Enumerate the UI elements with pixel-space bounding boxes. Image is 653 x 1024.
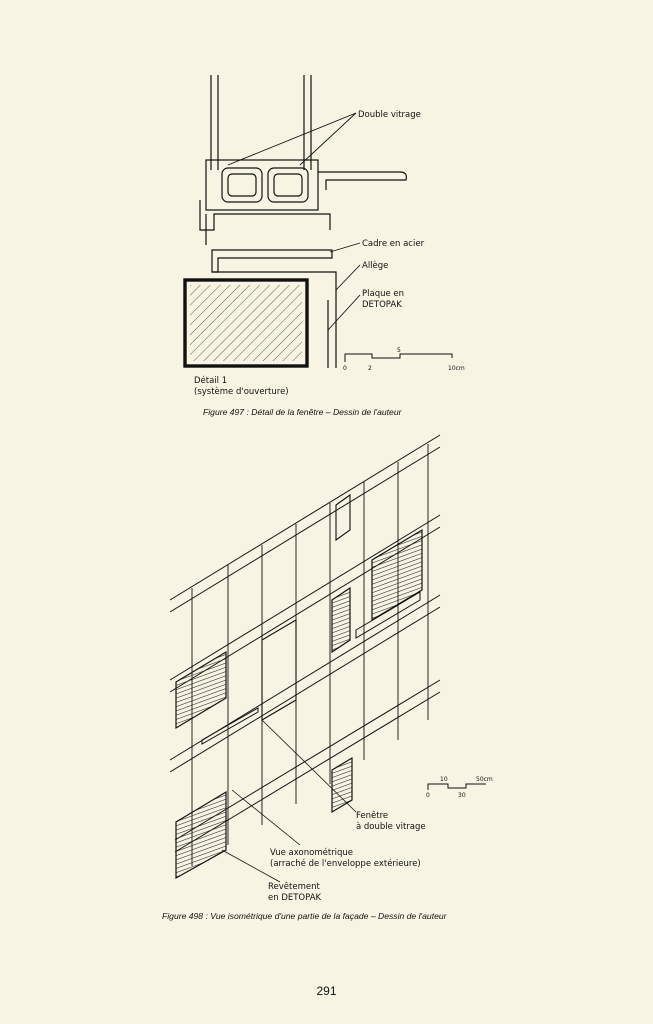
label-double-vitrage: Double vitrage	[358, 110, 421, 120]
scale-tick-10: 10cm	[448, 365, 465, 372]
scale-tick-2: 2	[368, 365, 372, 372]
label-plaque-2: DETOPAK	[362, 300, 402, 310]
label-cadre-acier: Cadre en acier	[362, 239, 425, 249]
scale-tick-50: 50cm	[476, 776, 493, 783]
label-plaque-1: Plaque en	[362, 289, 405, 299]
scale-tick-30: 30	[458, 792, 466, 799]
label-allege: Allège	[362, 261, 389, 271]
label-revetement-2: en DETOPAK	[268, 893, 322, 903]
label-fenetre-2: à double vitrage	[356, 822, 426, 832]
label-vue-2: (arraché de l'enveloppe extérieure)	[270, 859, 421, 869]
figure-498-caption: Figure 498 : Vue isométrique d'une partie de la façade – Dessin de l'auteur	[162, 911, 447, 921]
page-number: 291	[316, 984, 337, 998]
scale-tick-10: 10	[440, 776, 448, 783]
scale-tick-5: 5	[397, 347, 401, 354]
label-detail-1: Détail 1	[194, 376, 228, 386]
figure-497-caption: Figure 497 : Détail de la fenêtre – Dessin de l'auteur	[203, 407, 402, 417]
scale-tick-0: 0	[426, 792, 430, 799]
label-fenetre-1: Fenêtre	[356, 811, 389, 821]
label-vue-1: Vue axonométrique	[270, 848, 354, 858]
facade-labels	[268, 776, 493, 903]
label-detail-2: (système d'ouverture)	[194, 387, 289, 397]
facade-isometric-drawing	[170, 435, 486, 882]
label-revetement-1: Revêtement	[268, 882, 320, 892]
scale-tick-0: 0	[343, 365, 347, 372]
